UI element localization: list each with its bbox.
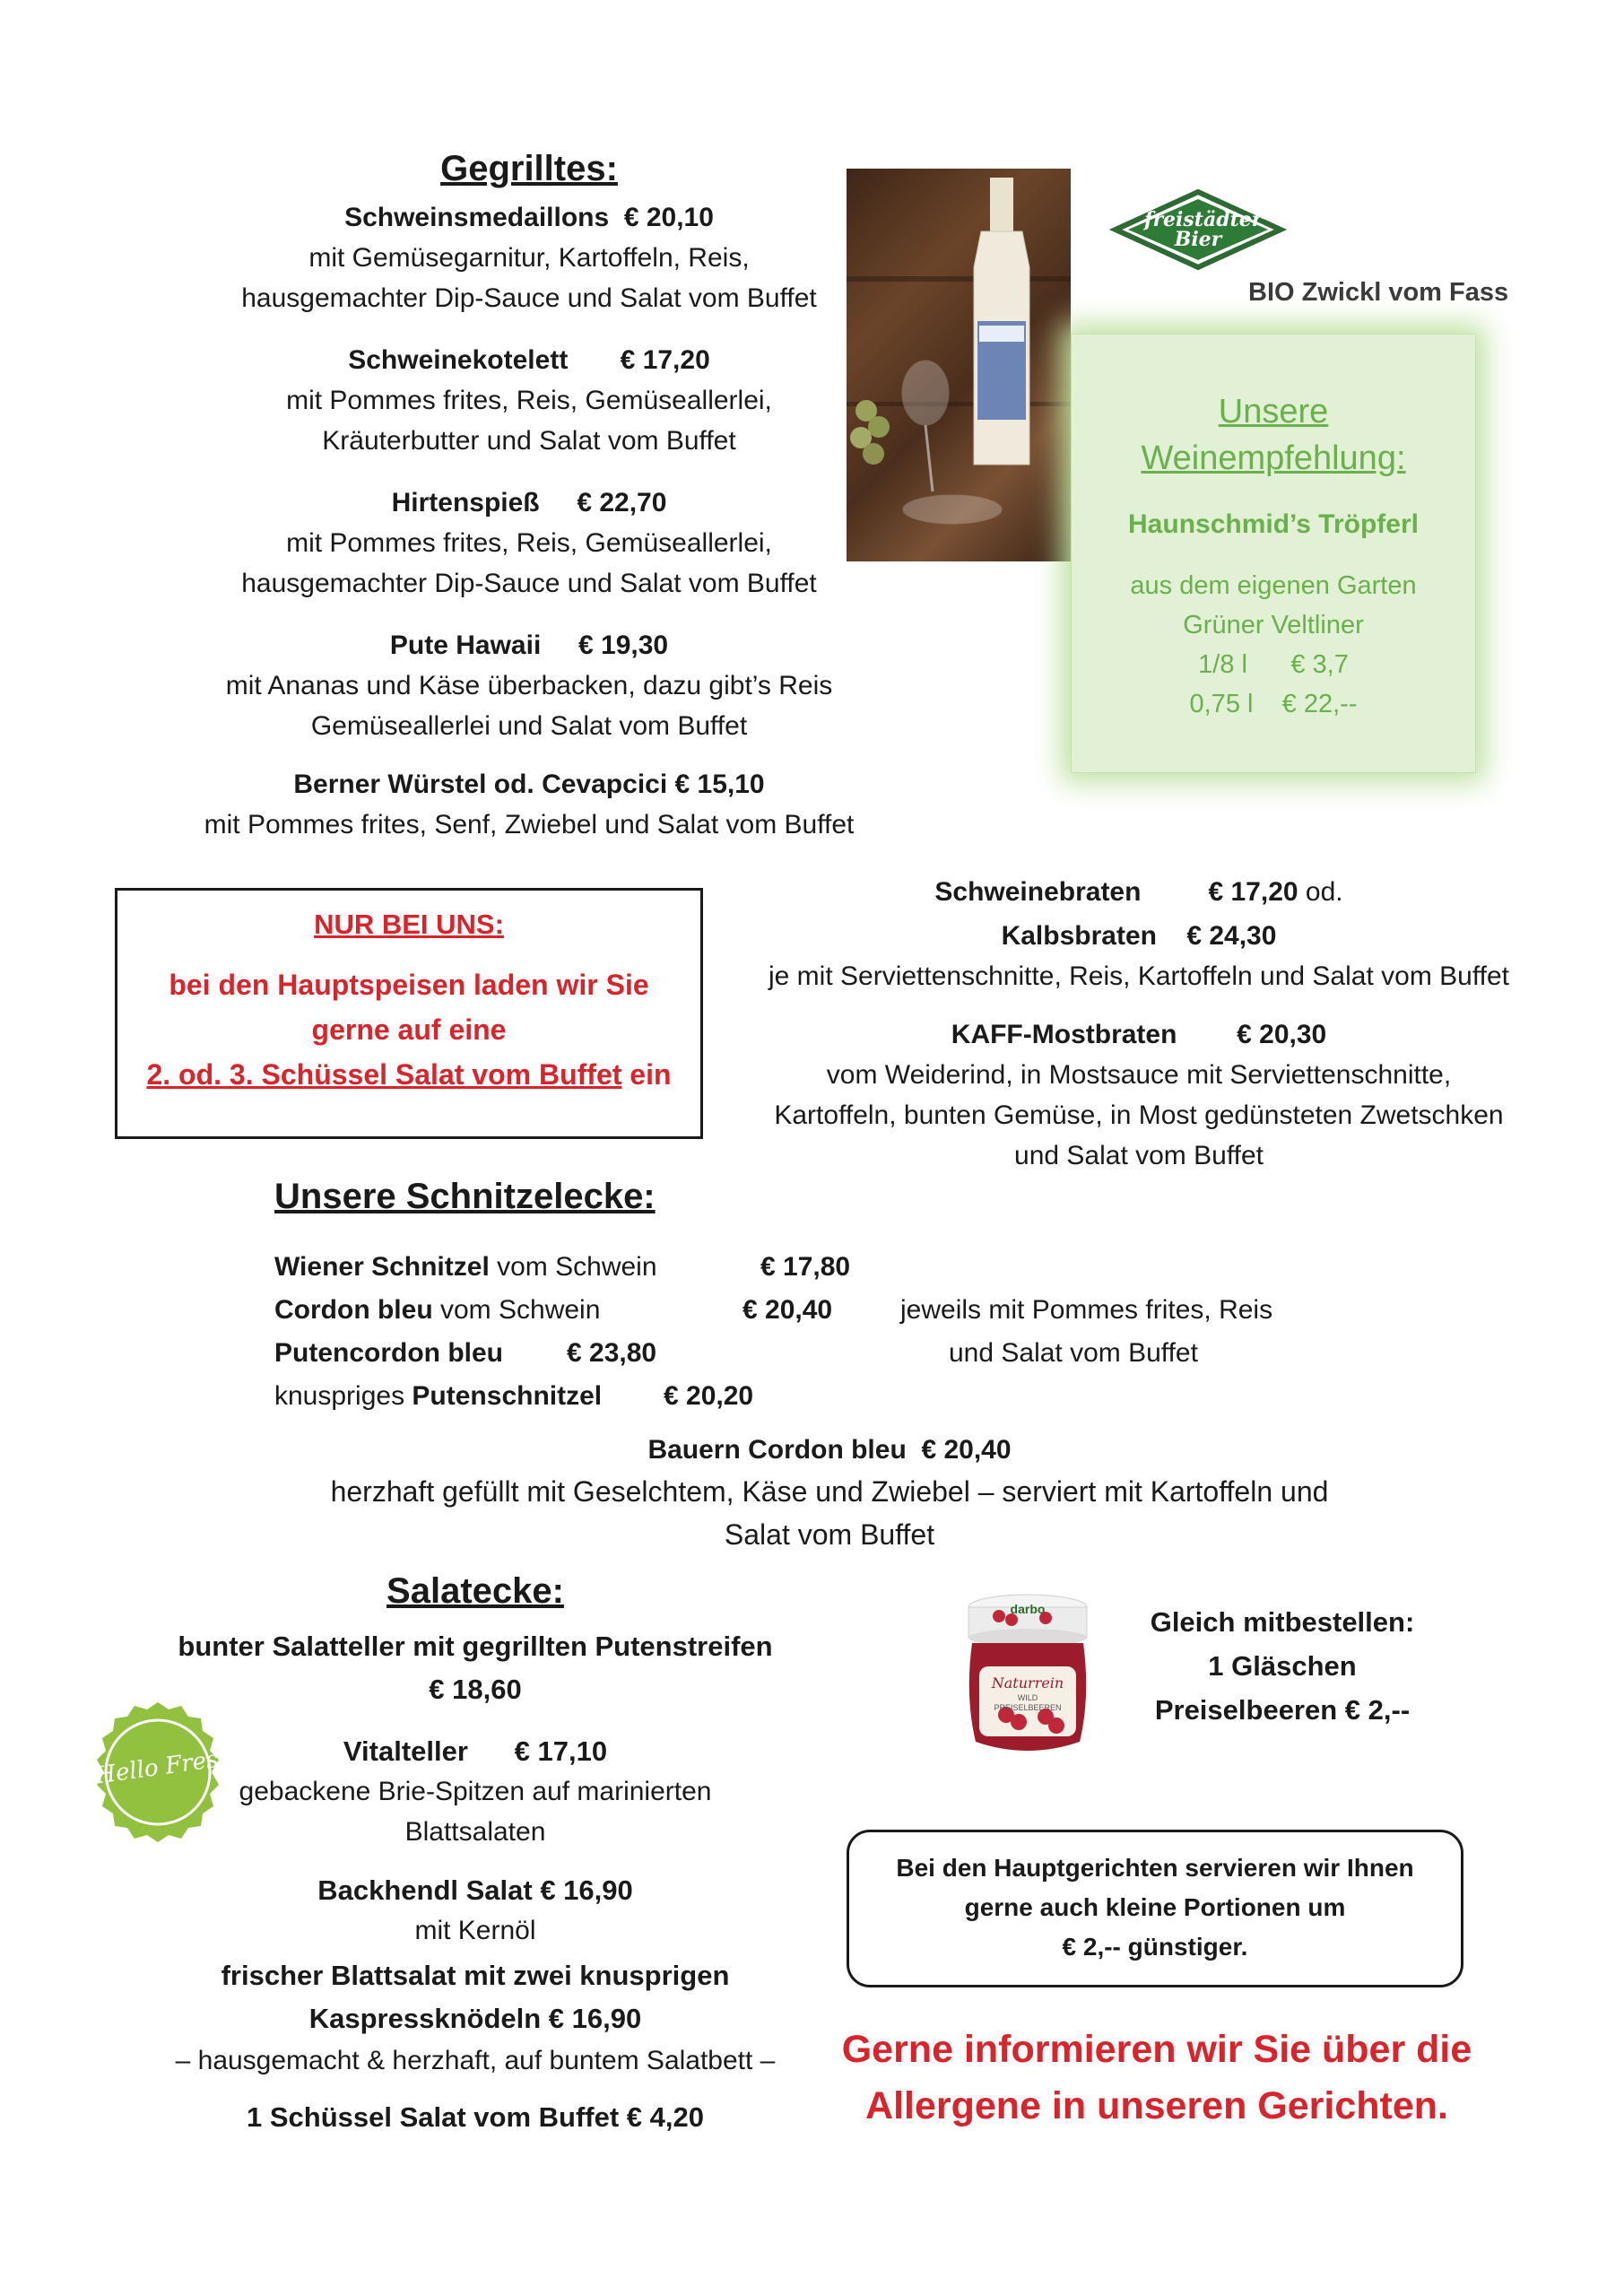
item-name: Pute Hawaii xyxy=(389,631,542,660)
item-price: € 17,20 xyxy=(620,345,710,375)
item-name: Wiener Schnitzel xyxy=(274,1252,490,1282)
item-desc: gebackene Brie-Spitzen auf marinierten xyxy=(239,1777,712,1806)
wine-bottle-icon xyxy=(847,169,1071,561)
menu-item-salatteller: bunter Salatteller mit gegrillten Putenstreifen xyxy=(178,1631,773,1662)
item-price: € 24,30 xyxy=(1186,921,1277,951)
jam-lid-label: darbo xyxy=(1010,1602,1046,1616)
item-name: Putencordon bleu xyxy=(274,1338,503,1368)
jam-brand: Naturrein xyxy=(991,1674,1064,1692)
small-portions-box: Bei den Hauptgerichten servieren wir Ihnen gerne auch kleine Portionen um € 2,-- günstiger. xyxy=(847,1830,1463,1987)
gegrilltes-heading: Gegrilltes: xyxy=(440,149,618,188)
item-desc: mit Pommes frites, Reis, Gemüseallerlei, xyxy=(286,528,772,558)
menu-item-berner-wuerstel xyxy=(179,764,879,845)
menu-item-hirtenspiess xyxy=(179,483,879,604)
item-name: Cordon bleu xyxy=(274,1295,433,1325)
wine-details: aus dem eigenen Garten Grüner Veltliner 1/8 l € 3,7 0,75 l € 22,-- xyxy=(1130,571,1417,718)
item-desc: vom Weiderind, in Mostsauce mit Serviettenschnitte, xyxy=(826,1060,1452,1090)
preiselbeeren-jar xyxy=(956,1589,1099,1756)
item-name: Putenschnitzel xyxy=(412,1381,603,1411)
jam-offer: Gleich mitbestellen: 1 Gläschen Preiselbeeren € 2,-- xyxy=(1150,1606,1415,1726)
item-desc: Salat vom Buffet xyxy=(724,1518,935,1551)
menu-item-mostbraten xyxy=(744,1014,1533,1055)
menu-item-schweinsmedaillons xyxy=(179,197,879,318)
hello-fresh-badge xyxy=(86,1700,235,1844)
item-desc: mit Gemüsegarnitur, Kartoffeln, Reis, xyxy=(308,243,750,273)
item-desc: Blattsalaten xyxy=(404,1817,546,1847)
item-price: € 20,20 xyxy=(664,1381,754,1411)
menu-item-schweinebraten: Schweinebraten € 17,20 od. xyxy=(934,877,1343,907)
item-name: Schweinebraten xyxy=(934,877,1142,907)
menu-item-pute-hawaii xyxy=(179,625,879,746)
menu-item-vitalteller xyxy=(143,1731,807,1771)
menu-item-salat-buffet: 1 Schüssel Salat vom Buffet € 4,20 xyxy=(247,2101,704,2133)
schnitzel-side-note-1: jeweils mit Pommes frites, Reis xyxy=(900,1295,1273,1325)
menu-item-backhendl-salat: Backhendl Salat € 16,90 xyxy=(317,1874,633,1906)
schnitzel-item-putenschnitzel: knuspriges Putenschnitzel xyxy=(274,1381,603,1411)
freistaedter-bier-logo xyxy=(1108,187,1288,273)
item-price: € 20,10 xyxy=(623,203,714,232)
item-desc: Kräuterbutter und Salat vom Buffet xyxy=(322,426,736,456)
gegrilltes-section xyxy=(179,144,879,845)
item-desc: mit Pommes frites, Senf, Zwiebel und Salat vom Buffet xyxy=(204,810,855,839)
item-desc: hausgemachter Dip-Sauce und Salat vom Buffet xyxy=(241,283,817,313)
item-desc: herzhaft gefüllt mit Geselchtem, Käse und Zwiebel – serviert mit Kartoffeln und xyxy=(330,1475,1329,1508)
item-desc: Gemüseallerlei und Salat vom Buffet xyxy=(310,711,748,741)
item-price: € 20,30 xyxy=(1237,1020,1327,1049)
beer-logo-text: freistädter Bier xyxy=(1144,208,1263,251)
nur-bei-uns-box xyxy=(115,888,703,1139)
schnitzel-heading: Unsere Schnitzelecke: xyxy=(274,1177,656,1216)
braten-desc: je mit Serviettenschnitte, Reis, Kartoffeln und Salat vom Buffet xyxy=(769,961,1509,991)
schnitzel-item-putencordon xyxy=(274,1333,503,1373)
item-price: € 17,80 xyxy=(760,1252,851,1282)
item-name: Kalbsbraten xyxy=(1001,921,1157,951)
wine-name: Haunschmid’s Tröpferl xyxy=(1128,509,1419,539)
item-price: € 22,70 xyxy=(577,488,667,517)
schnitzel-item-cordon-bleu: Cordon bleu vom Schwein xyxy=(274,1295,601,1325)
item-name: Schweinekotelett xyxy=(348,345,569,375)
item-name: KAFF-Mostbraten xyxy=(951,1020,1177,1049)
item-name: Berner Würstel od. Cevapcici xyxy=(293,770,668,799)
salat-heading: Salatecke: xyxy=(386,1571,564,1611)
menu-item-schweinekotelett xyxy=(179,340,879,461)
braten-section xyxy=(744,872,1533,1176)
menu-item-bauern-cordon-bleu xyxy=(269,1430,1390,1556)
jam-label-small: WILD PREISELBEEREN xyxy=(994,1693,1062,1712)
item-price: € 17,10 xyxy=(514,1735,608,1767)
item-price: € 15,10 xyxy=(674,770,765,799)
nur-bei-uns-text: bei den Hauptspeisen laden wir Sie gerne auf eine 2. od. 3. Schüssel Salat vom Buffet ein xyxy=(146,969,672,1091)
item-desc: mit Pommes frites, Reis, Gemüseallerlei, xyxy=(286,386,772,415)
hello-fresh-text: Hello Fresh xyxy=(93,1744,235,1790)
item-price: € 19,30 xyxy=(578,631,669,660)
item-price: € 23,80 xyxy=(567,1338,657,1368)
menu-item-kaspressknoedel: frischer Blattsalat mit zwei knusprigen xyxy=(221,1960,730,1991)
item-desc: Kartoffeln, bunten Gemüse, in Most gedünsteten Zwetschken xyxy=(774,1100,1504,1130)
item-desc: mit Kernöl xyxy=(414,1916,536,1945)
wine-bottle-photo xyxy=(847,169,1071,561)
item-price: € 20,40 xyxy=(743,1295,833,1325)
nur-bei-uns-heading: NUR BEI UNS: xyxy=(314,909,504,940)
item-name: Schweinsmedaillons xyxy=(344,203,610,232)
allergen-notice: Gerne informieren wir Sie über die Allergene in unseren Gerichten. xyxy=(841,2028,1472,2127)
item-price: € 18,60 xyxy=(429,1674,522,1705)
item-desc: – hausgemacht & herzhaft, auf buntem Salatbett – xyxy=(175,2046,776,2075)
schnitzel-side-note-2: und Salat vom Buffet xyxy=(949,1338,1198,1368)
menu-item-kalbsbraten xyxy=(744,916,1533,956)
item-name: Hirtenspieß xyxy=(391,488,540,517)
wine-title: Unsere Weinempfehlung: xyxy=(1141,393,1406,477)
item-name: Vitalteller xyxy=(343,1735,468,1767)
beer-caption: BIO Zwickl vom Fass xyxy=(1248,278,1509,307)
item-name: Bauern Cordon bleu xyxy=(647,1435,907,1465)
salad-offer-link: 2. od. 3. Schüssel Salat vom Buffet xyxy=(146,1058,622,1091)
salat-section: Salatecke: bunter Salatteller mit gegrillten Putenstreifen € 18,60 Vitalteller € 17,10 gebackene Brie-Spitzen auf marinierten Blattsalaten Backhendl Salat € 16,90 mit Kernöl frischer Blattsalat mit zwei knusprigen Kaspressknödeln € 16,90 – hausgemacht & herzhaft, auf buntem Salatbett – 1 Schüssel Salat vom Buffet € 4,20 xyxy=(143,1566,807,2137)
schnitzel-item-wiener: Wiener Schnitzel vom Schwein xyxy=(274,1252,657,1282)
item-desc: hausgemachter Dip-Sauce und Salat vom Buffet xyxy=(241,569,817,598)
item-price: € 20,40 xyxy=(921,1435,1012,1465)
item-desc: und Salat vom Buffet xyxy=(1014,1141,1264,1170)
item-price: € 17,20 xyxy=(1208,877,1298,907)
wine-recommendation-box xyxy=(1071,334,1476,773)
item-desc: mit Ananas und Käse überbacken, dazu gibt’s Reis xyxy=(225,671,833,700)
